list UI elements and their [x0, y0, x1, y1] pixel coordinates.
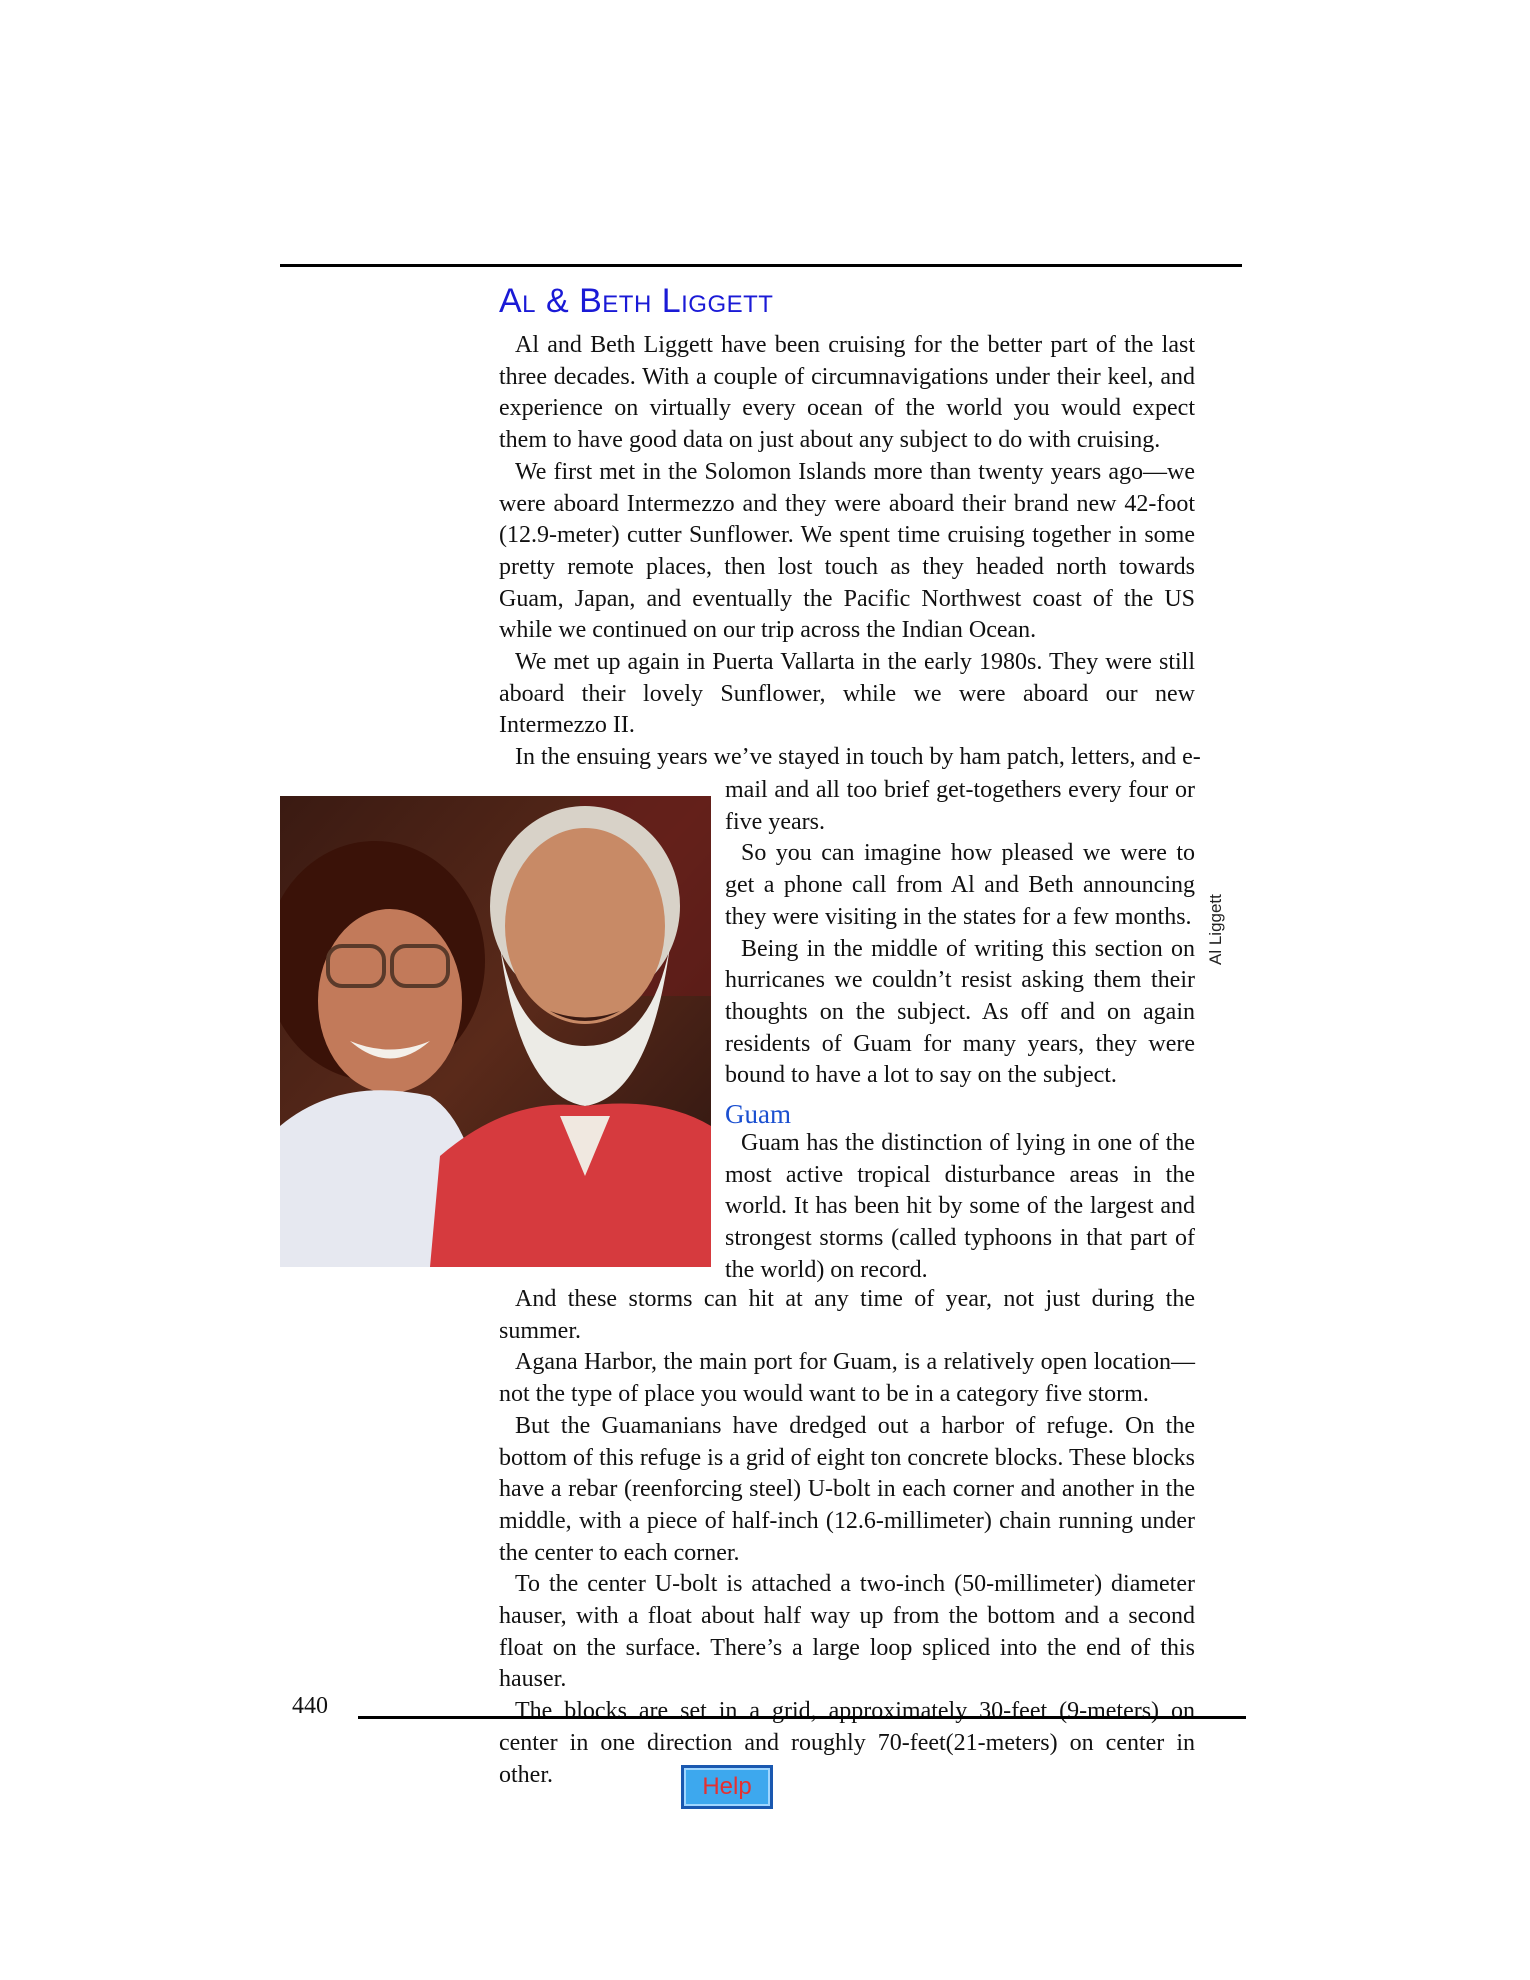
- paragraph: Being in the middle of writing this section on hurricanes we couldn’t resist asking them their thoughts on the subject. As off and on again residents of Guam for many years, they were bound to have a lot to say on the subject.: [725, 935, 1195, 1089]
- page-title: Al & Beth Liggett: [499, 282, 774, 320]
- photo-credit: Al Liggett: [1206, 894, 1225, 965]
- paragraph: But the Guamanians have dredged out a harbor of refuge. On the bottom of this refuge is a grid of eight ton concrete blocks. These blocks have a rebar (reenforcing steel) U-bolt in each corner and another in the middle, with a piece of half-inch (12.6-millimeter) chain running under the center to each corner.: [499, 1412, 1195, 1566]
- side-text: [725, 775, 1195, 1287]
- paragraph: In the ensuing years we’ve stayed in touch by ham patch, letters, and e-: [515, 744, 1201, 771]
- paragraph: To the center U-bolt is attached a two-inch (50-millimeter) diameter hauser, with a float about half way up from the bottom and a second float on the surface. There’s a large loop spliced into the end of this hauser.: [499, 1571, 1195, 1693]
- paragraph: We met up again in Puerta Vallarta in the early 1980s. They were still aboard their lovely Sunflower, while we were aboard our new Intermezzo II.: [499, 649, 1195, 739]
- page-number: 440: [292, 1693, 328, 1719]
- bottom-rule: [358, 1716, 1246, 1719]
- top-rule: [280, 264, 1242, 267]
- portrait-photo: [280, 796, 711, 1267]
- intro-text: [499, 330, 1201, 774]
- paragraph: Guam has the distinction of lying in one of the most active tropical disturbance areas in the world. It has been hit by some of the largest and strongest storms (called typhoons in that part of the world) on record.: [725, 1130, 1195, 1283]
- paragraph: mail and all too brief get-togethers every four or five years.: [725, 777, 1195, 835]
- paragraph: Agana Harbor, the main port for Guam, is a relatively open location—not the type of place you would want to be in a category five storm.: [499, 1349, 1195, 1408]
- paragraph: We first met in the Solomon Islands more than twenty years ago—we were aboard Intermezzo and they were aboard their brand new 42-foot (12.9-meter) cutter Sunflower. We spent time cruising together in some pretty remote places, then lost touch as they headed north towards Guam, Japan, and eventually the Pacific Northwest coast of the US while we continued on our trip across the Indian Ocean.: [499, 458, 1195, 644]
- paragraph: And these storms can hit at any time of year, not just during the summer.: [499, 1286, 1195, 1344]
- paragraph: The blocks are set in a grid, approximately 30-feet (9-meters) on center in one direction and roughly 70-feet(21-meters) on center in other.: [499, 1698, 1195, 1788]
- section-heading: Guam: [725, 1099, 791, 1130]
- paragraph: So you can imagine how pleased we were to get a phone call from Al and Beth announcing they were visiting in the states for a few months.: [725, 840, 1195, 930]
- paragraph: Al and Beth Liggett have been cruising for the better part of the last three decades. With a couple of circumnavigations under their keel, and experience on virtually every ocean of the world you would expect them to have good data on just about any subject to do with cruising.: [499, 332, 1195, 454]
- help-button[interactable]: Help: [681, 1765, 773, 1809]
- portrait-illustration: [280, 796, 711, 1267]
